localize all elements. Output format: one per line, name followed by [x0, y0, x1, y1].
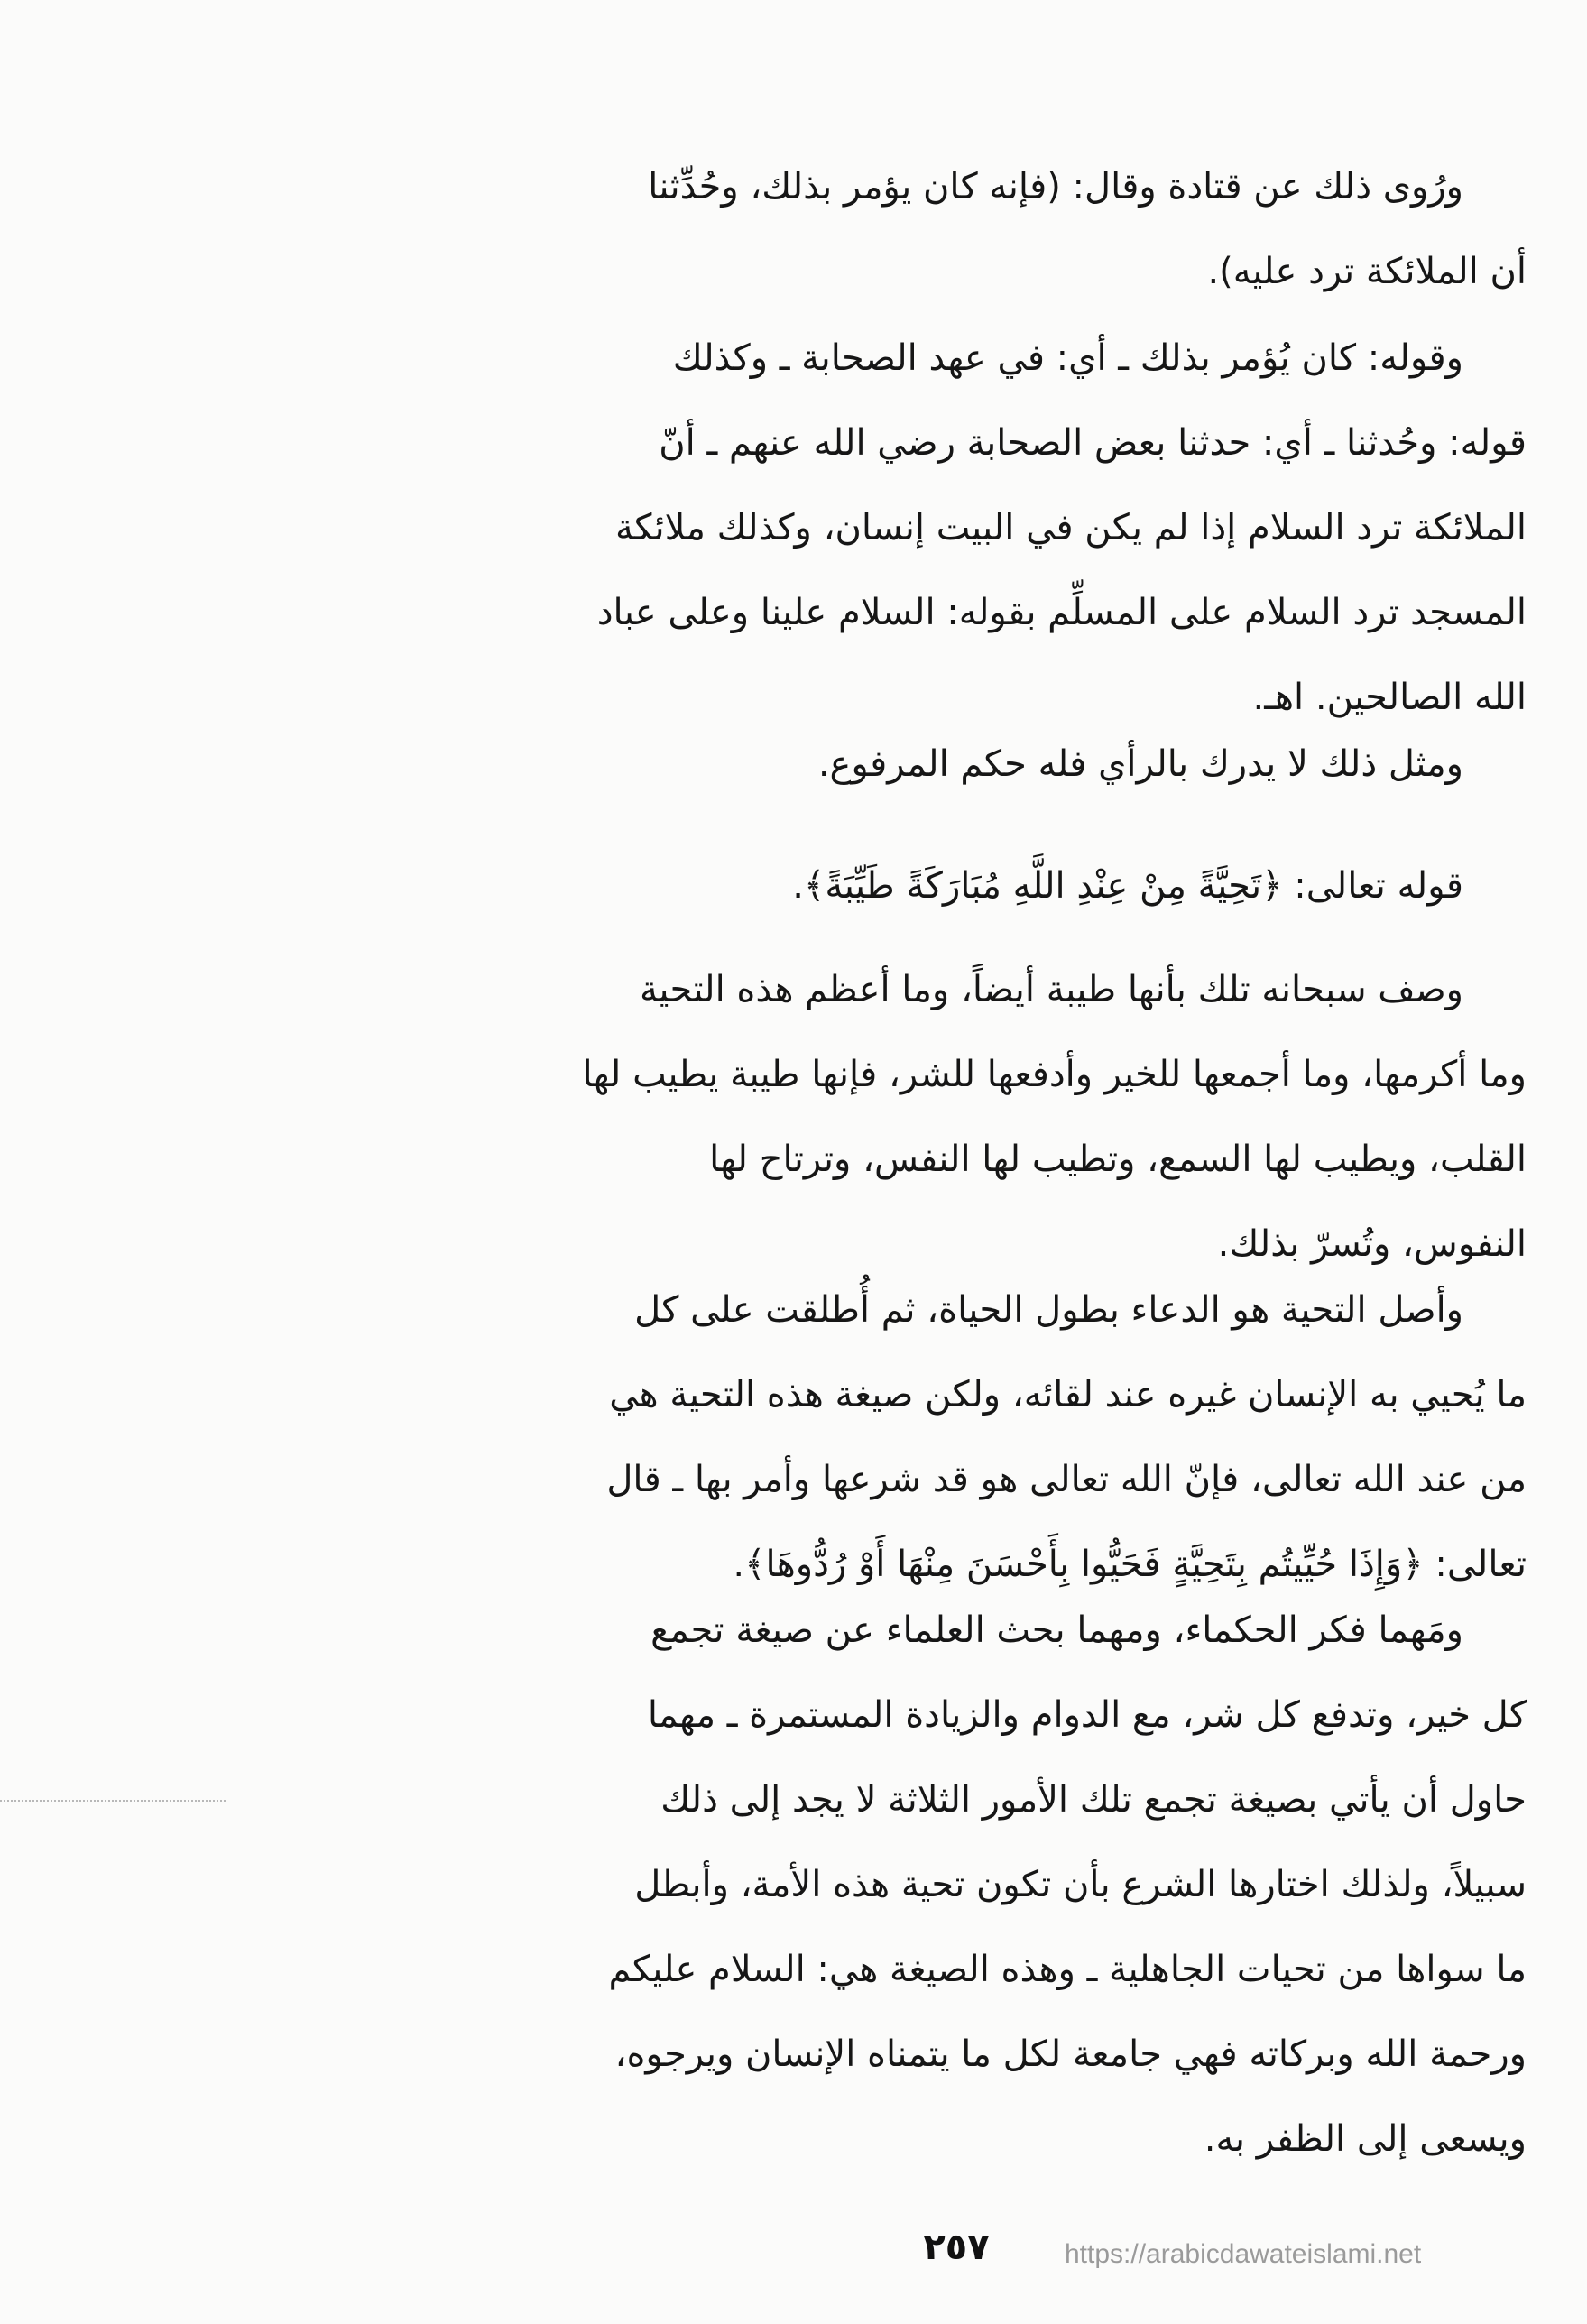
text-line: وأصل التحية هو الدعاء بطول الحياة، ثم أُطلقت على كل	[634, 1289, 1463, 1331]
scan-artifact-line	[0, 1800, 226, 1802]
text-line: ومَهما فكر الحكماء، ومهما بحث العلماء عن صيغة تجمع	[650, 1609, 1463, 1651]
paragraph	[318, 144, 1527, 314]
text-line: تعالى: ﴿وَإِذَا حُيِّيتُم بِتَحِيَّةٍ فَحَيُّوا بِأَحْسَنَ مِنْهَا أَوْ رُدُّوهَا﴾.	[733, 1544, 1527, 1585]
text-line: ورُوى ذلك عن قتادة وقال: (فإنه كان يؤمر بذلك، وحُدِّثنا	[648, 166, 1463, 208]
text-line: وما أكرمها، وما أجمعها للخير وأدفعها للشر، فإنها طيبة يطيب لها	[582, 1054, 1527, 1095]
text-line: الملائكة ترد السلام إذا لم يكن في البيت إنسان، وكذلك ملائكة	[614, 507, 1527, 549]
text-line: كل خير، وتدفع كل شر، مع الدوام والزيادة المستمرة ـ مهما	[647, 1694, 1527, 1736]
paragraph	[318, 1268, 1527, 1607]
paragraph	[318, 844, 1527, 928]
paragraph	[318, 722, 1527, 807]
text-line: المسجد ترد السلام على المسلِّم بقوله: السلام علينا وعلى عباد	[596, 592, 1527, 633]
text-line: القلب، ويطيب لها السمع، وتطيب لها النفس، وترتاح لها	[709, 1139, 1527, 1180]
text-line: ومثل ذلك لا يدرك بالرأي فله حكم المرفوع.	[817, 743, 1463, 785]
text-line: وصف سبحانه تلك بأنها طيبة أيضاً، وما أعظم هذه التحية	[639, 969, 1463, 1010]
paragraph	[318, 316, 1527, 740]
text-line: ما يُحيي به الإنسان غيره عند لقائه، ولكن صيغة هذه التحية هي	[609, 1374, 1527, 1416]
page-number: ٢٥٧	[923, 2227, 990, 2268]
paragraph	[318, 1588, 1527, 2181]
text-line: الله الصالحين. اهـ.	[1252, 677, 1527, 718]
text-line: حاول أن يأتي بصيغة تجمع تلك الأمور الثلاثة لا يجد إلى ذلك	[660, 1779, 1527, 1821]
text-line: ما سواها من تحيات الجاهلية ـ وهذه الصيغة هي: السلام عليكم	[608, 1949, 1527, 1990]
text-line: وقوله: كان يُؤمر بذلك ـ أي: في عهد الصحابة ـ وكذلك	[672, 337, 1463, 379]
text-line: من عند الله تعالى، فإنّ الله تعالى هو قد شرعها وأمر بها ـ قال	[606, 1459, 1527, 1500]
paragraph	[318, 947, 1527, 1286]
text-line: سبيلاً، ولذلك اختارها الشرع بأن تكون تحية هذه الأمة، وأبطل	[634, 1864, 1527, 1905]
text-line: قوله تعالى: ﴿تَحِيَّةً مِنْ عِنْدِ اللَّهِ مُبَارَكَةً طَيِّبَةً﴾.	[792, 865, 1463, 907]
text-line: قوله: وحُدثنا ـ أي: حدثنا بعض الصحابة رضي الله عنهم ـ أنّ	[659, 422, 1527, 464]
text-line: النفوس، وتُسرّ بذلك.	[1217, 1223, 1527, 1265]
text-line: ورحمة الله وبركاته فهي جامعة لكل ما يتمناه الإنسان ويرجوه،	[614, 2034, 1527, 2075]
text-line: أن الملائكة ترد عليه).	[1207, 251, 1527, 292]
source-watermark: https://arabicdawateislami.net	[1065, 2239, 1422, 2269]
text-line: ويسعى إلى الظفر به.	[1204, 2118, 1527, 2160]
